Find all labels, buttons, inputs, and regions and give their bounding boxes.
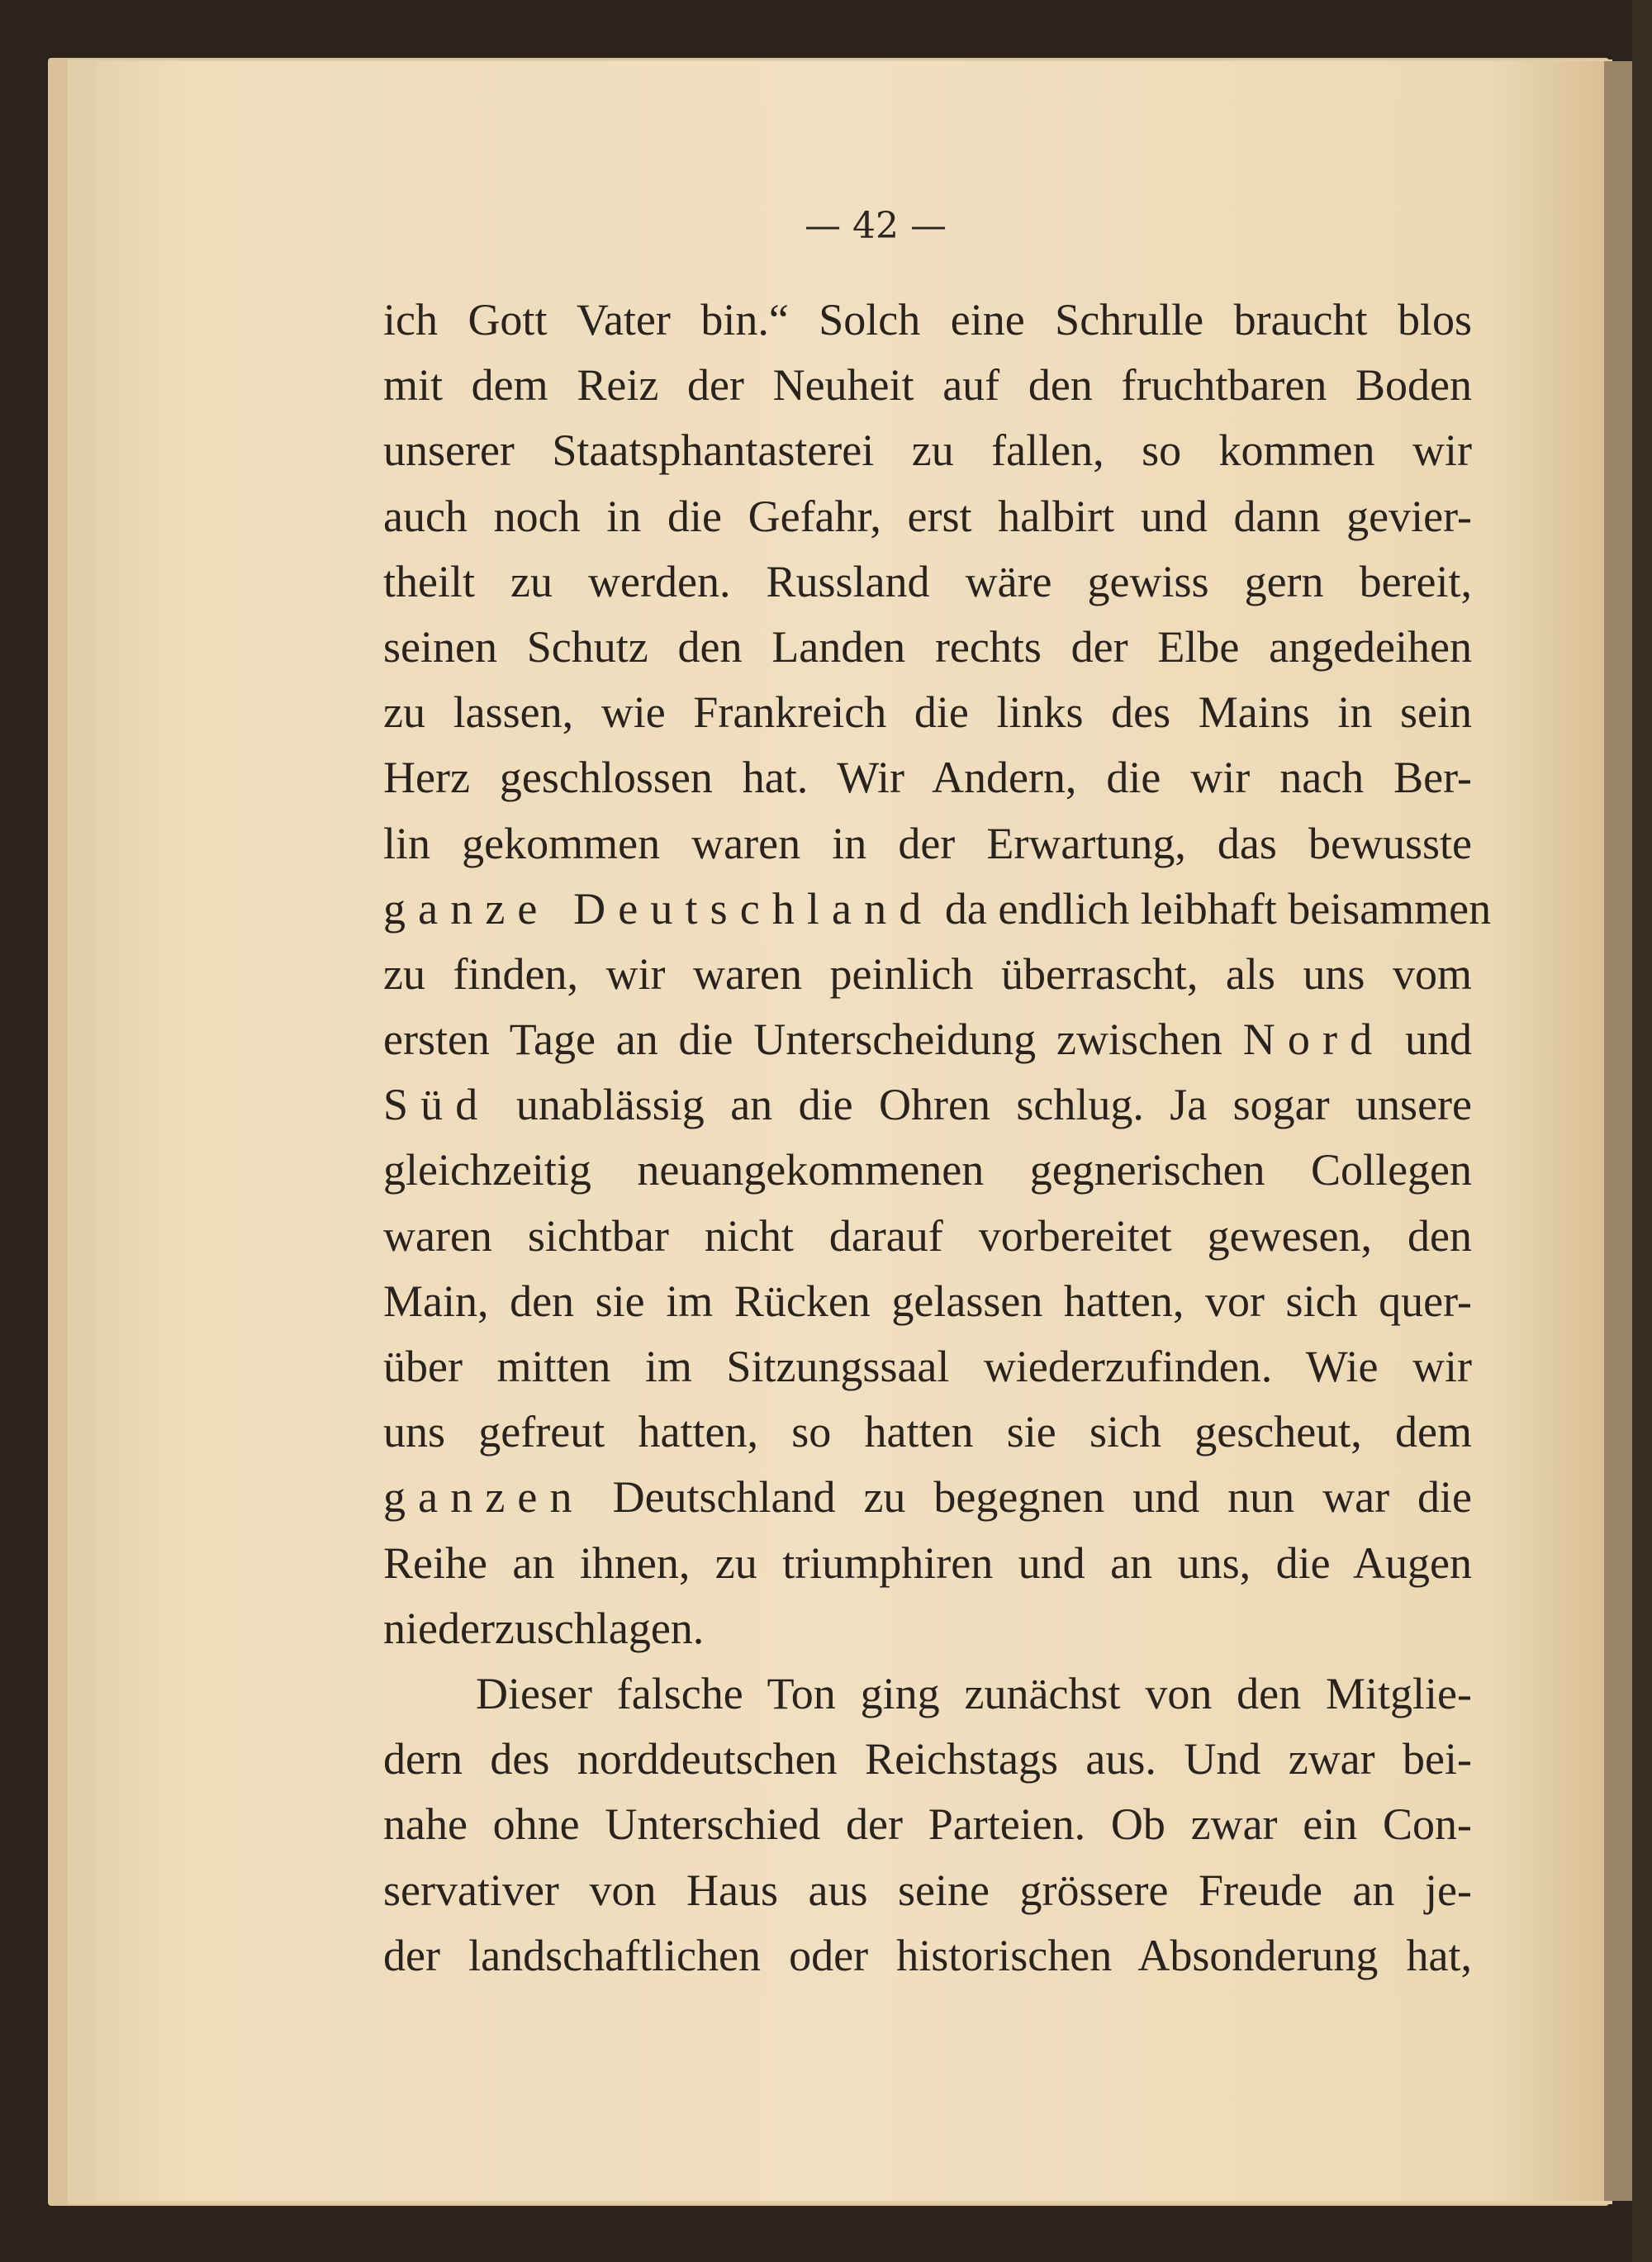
page-gutter-shadow (1604, 61, 1632, 2201)
spaced-emphasis: Süd (383, 1080, 491, 1130)
line-text: Reihe an ihnen, zu triumphiren und an uns, die Augen (383, 1537, 1472, 1588)
line-text: Dieser falsche Ton ging zunächst von den Mitglie- (476, 1668, 1472, 1718)
text-line (383, 418, 1472, 483)
line-text: dern des norddeutschen Reichstags aus. Und zwar bei- (383, 1734, 1472, 1784)
line-text: über mitten im Sitzungssaal wiederzufinden. Wie wir (383, 1342, 1472, 1391)
text-line (383, 1399, 1472, 1465)
line-text: Deutschland zu begegnen und nun war die (612, 1472, 1472, 1523)
text-line (383, 1007, 1472, 1072)
line-text: ich Gott Vater bin.“ Solch eine Schrulle braucht blos (383, 295, 1472, 345)
line-text: mit dem Reiz der Neuheit auf den fruchtbaren Boden (383, 360, 1472, 411)
line-text: uns gefreut hatten, so hatten sie sich gescheut, dem (383, 1407, 1472, 1457)
line-text: und (1405, 1015, 1473, 1065)
line-text: servativer von Haus aus seine grössere Freude an je- (383, 1865, 1472, 1915)
line-text: nahe ohne Unterschied der Parteien. Ob zwar ein Con- (383, 1799, 1472, 1850)
text-line (383, 1204, 1472, 1269)
line-text: zu lassen, wie Frankreich die links des Mains in sein (383, 687, 1472, 738)
text-line (383, 1465, 1472, 1530)
text-line (383, 1923, 1472, 1989)
line-text: waren sichtbar nicht darauf vorbereitet gewesen, den (383, 1210, 1472, 1261)
line-text: da endlich leibhaft beisammen (944, 883, 1492, 934)
page-number: — 42 — (805, 205, 947, 247)
text-line (383, 484, 1472, 549)
line-text: ersten Tage an die Unterscheidung zwischen (383, 1015, 1222, 1065)
line-text: unablässig an die Ohren schlug. Ja sogar unsere (515, 1080, 1472, 1130)
text-line (383, 288, 1472, 353)
text-line (383, 353, 1472, 418)
background-strip (1632, 0, 1652, 2262)
spaced-emphasis: ganze Deutschland (383, 883, 934, 934)
text-line (383, 745, 1472, 810)
text-line (383, 1334, 1472, 1399)
text-line (383, 1792, 1472, 1857)
spaced-emphasis: Nord (1242, 1015, 1385, 1065)
line-text: Main, den sie im Rücken gelassen hatten, vor sich quer- (383, 1276, 1472, 1326)
text-line (383, 1138, 1472, 1203)
text-line (383, 1596, 1472, 1661)
line-text: niederzuschlagen. (383, 1603, 705, 1653)
line-text: seinen Schutz den Landen rechts der Elbe angedeihen (383, 621, 1472, 672)
text-line (383, 680, 1472, 745)
body-text (383, 288, 1492, 1989)
line-text: lin gekommen waren in der Erwartung, das bewusste (383, 818, 1472, 868)
text-line (383, 1531, 1472, 1596)
line-text: Herz geschlossen hat. Wir Andern, die wir nach Ber- (383, 753, 1472, 803)
line-text: gleichzeitig neuangekommenen gegnerischen Collegen (383, 1145, 1472, 1195)
text-line (383, 549, 1472, 615)
text-line (383, 811, 1472, 877)
line-text: der landschaftlichen oder historischen Absonderung hat, (383, 1930, 1472, 1980)
text-line (383, 1727, 1472, 1792)
line-text: auch noch in die Gefahr, erst halbirt und dann gevier- (383, 491, 1472, 541)
line-text: theilt zu werden. Russland wäre gewiss gern bereit, (383, 556, 1472, 606)
text-line (383, 1072, 1472, 1138)
text-line (383, 1858, 1472, 1923)
text-line (383, 1269, 1472, 1334)
line-text: unserer Staatsphantasterei zu fallen, so kommen wir (383, 425, 1472, 476)
text-line (383, 942, 1472, 1007)
text-line (383, 877, 1492, 942)
spaced-emphasis: ganzen (383, 1472, 585, 1523)
text-line (383, 1661, 1472, 1727)
text-line (383, 615, 1472, 680)
line-text: zu finden, wir waren peinlich überrascht, als uns vom (383, 948, 1472, 999)
